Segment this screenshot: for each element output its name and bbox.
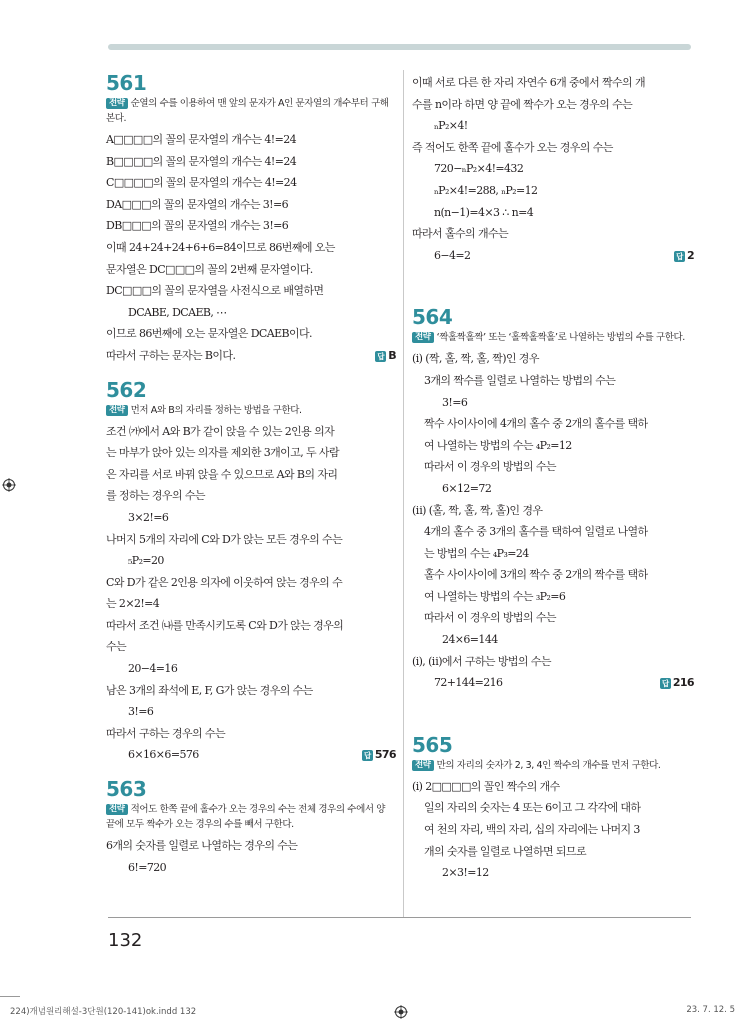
solution-line: 6개의 숫자를 일렬로 나열하는 경우의 수는	[106, 839, 298, 853]
solution-line: 72+144=216 답 216	[412, 672, 694, 694]
solution-line: 일의 자리의 숫자는 4 또는 6이고 그 각각에 대하	[424, 801, 641, 815]
solution-line: 따라서 구하는 문자는 B이다. 답 B	[106, 345, 396, 367]
solution-line: 6×12=72	[442, 481, 492, 495]
strategy-text: 전략 먼저 A와 B의 자리를 정하는 방법을 구한다.	[106, 403, 396, 418]
answer-badge: 답 576	[362, 744, 396, 766]
solution-line: 는 마부가 앉아 있는 의자를 제외한 3개이고, 두 사람	[106, 446, 339, 460]
solution-line: 여 천의 자리, 백의 자리, 십의 자리에는 나머지 3	[424, 823, 640, 837]
solution-line: 24×6=144	[442, 633, 498, 647]
solution-line: 6−4=2 답 2	[412, 245, 694, 267]
solution-line: 은 자리를 서로 바꿔 앉을 수 있으므로 A와 B의 자리	[106, 467, 338, 481]
left-column	[106, 72, 396, 890]
strategy-text: 전략 순열의 수를 이용하여 맨 앞의 문자가 A인 문자열의 개수부터 구해 본다.	[106, 98, 389, 124]
print-date: 23. 7. 12. 5	[686, 1005, 735, 1015]
solution-line: 따라서 홀수의 개수는	[412, 227, 509, 241]
footer-rule	[108, 917, 691, 918]
solution-line: 3!=6	[128, 705, 154, 719]
right-column	[412, 72, 694, 896]
header-bar	[108, 44, 691, 50]
solution-line: 여 나열하는 방법의 수는 ₃P₂=6	[424, 589, 566, 603]
solution-line: 수는	[106, 640, 127, 654]
problem-561	[106, 72, 396, 367]
solution-line: 는 방법의 수는 ₄P₃=24	[424, 546, 529, 560]
problem-number: 561	[106, 71, 147, 95]
problem-number: 565	[412, 732, 453, 757]
solution-line: 문자열은 DC□□□의 꼴의 2번째 문자열이다.	[106, 262, 313, 276]
solution-line: C□□□□의 꼴의 문자열의 개수는 4!=24	[106, 176, 297, 190]
solution-line: 4개의 홀수 중 3개의 홀수를 택하여 일렬로 나열하	[424, 525, 648, 539]
print-slug: 224)개념원리해설-3단원(120-141)ok.indd 132	[10, 1007, 197, 1017]
solution-line: B□□□□의 꼴의 문자열의 개수는 4!=24	[106, 154, 297, 168]
solution-line: (ⅰ) 2□□□□의 꼴인 짝수의 개수	[412, 779, 560, 793]
problem-564	[412, 306, 694, 694]
problem-562	[106, 379, 396, 767]
solution-line: n(n−1)=4×3 ∴ n=4	[434, 205, 534, 219]
solution-line: 6!=720	[128, 860, 167, 874]
strategy-badge: 전략	[412, 760, 434, 771]
answer-icon: 답	[660, 678, 671, 689]
solution-line: 수를 n이라 하면 양 끝에 짝수가 오는 경우의 수는	[412, 97, 633, 111]
solution-line: 이때 서로 다른 한 자리 자연수 6개 중에서 짝수의 개	[412, 76, 645, 89]
solution-line: 이때 24+24+24+6+6=84이므로 86번째에 오는	[106, 240, 335, 254]
solution-line: 즉 적어도 한쪽 끝에 홀수가 오는 경우의 수는	[412, 140, 613, 154]
page-number: 132	[108, 930, 143, 951]
solution-line: 3×2!=6	[128, 510, 169, 524]
solution-line: (ⅱ) (홀, 짝, 홀, 짝, 홀)인 경우	[412, 503, 543, 517]
strategy-badge: 전략	[106, 98, 128, 109]
solution-line: 여 나열하는 방법의 수는 ₄P₂=12	[424, 438, 572, 452]
crop-mark	[0, 996, 20, 997]
answer-badge: 답 216	[660, 672, 694, 694]
solution-line: ₅P₂=20	[128, 554, 164, 568]
solution-line: 따라서 이 경우의 방법의 수는	[424, 611, 556, 625]
answer-badge: 답 B	[375, 345, 396, 367]
problem-563	[106, 778, 396, 878]
solution-line: ₙP₂×4!=288, ₙP₂=12	[434, 183, 538, 197]
strategy-badge: 전략	[106, 804, 128, 815]
problem-number: 563	[106, 777, 147, 802]
solution-line: DA□□□의 꼴의 문자열의 개수는 3!=6	[106, 197, 289, 211]
solution-line: 이므로 86번째에 오는 문자열은 DCAEB이다.	[106, 327, 312, 341]
solution-line: 720−ₙP₂×4!=432	[434, 162, 524, 176]
solution-line: C와 D가 같은 2인용 의자에 이웃하여 앉는 경우의 수	[106, 575, 343, 589]
solution-line: (ⅰ) (짝, 홀, 짝, 홀, 짝)인 경우	[412, 352, 539, 366]
answer-icon: 답	[375, 351, 386, 362]
strategy-badge: 전략	[412, 332, 434, 343]
solution-line: DC□□□의 꼴의 문자열을 사전식으로 배열하면	[106, 284, 324, 298]
problem-563-continued	[412, 72, 694, 266]
solution-line: 3개의 짝수를 일렬로 나열하는 방법의 수는	[424, 373, 616, 387]
solution-line: 6×16×6=576 답 576	[106, 744, 396, 766]
strategy-text: 전략 ‘짝홀짝홀짝’ 또는 ‘홀짝홀짝홀’로 나열하는 방법의 수를 구한다.	[412, 330, 694, 345]
solution-line: DB□□□의 꼴의 문자열의 개수는 3!=6	[106, 219, 289, 233]
answer-badge: 답 2	[674, 245, 694, 267]
solution-line: 를 정하는 경우의 수는	[106, 489, 205, 503]
solution-line: 개의 숫자를 일렬로 나열하면 되므로	[424, 844, 586, 858]
solution-line: DCABE, DCAEB, ⋯	[128, 305, 227, 319]
solution-line: ₙP₂×4!	[434, 119, 468, 133]
strategy-badge: 전략	[106, 405, 128, 416]
solution-line: 2×3!=12	[442, 866, 489, 880]
solution-line: 남은 3개의 좌석에 E, F, G가 앉는 경우의 수는	[106, 683, 313, 697]
registration-mark-icon	[394, 1005, 408, 1019]
solution-line: A□□□□의 꼴의 문자열의 개수는 4!=24	[106, 133, 296, 146]
solution-line: 따라서 조건 ㈏를 만족시키도록 C와 D가 앉는 경우의	[106, 618, 344, 632]
solution-line: 는 2×2!=4	[106, 597, 160, 611]
problem-number: 564	[412, 305, 453, 330]
solution-line: 따라서 구하는 경우의 수는	[106, 726, 225, 740]
solution-line: (ⅰ), (ⅱ)에서 구하는 방법의 수는	[412, 654, 551, 668]
solution-line: 짝수 사이사이에 4개의 홀수 중 2개의 홀수를 택하	[424, 417, 648, 431]
solution-line: 나머지 5개의 자리에 C와 D가 앉는 모든 경우의 수는	[106, 532, 343, 546]
answer-icon: 답	[362, 750, 373, 761]
problem-565	[412, 734, 694, 884]
solution-line: 홀수 사이사이에 3개의 짝수 중 2개의 짝수를 택하	[424, 568, 648, 582]
solution-line: 따라서 이 경우의 방법의 수는	[424, 460, 556, 474]
registration-mark-icon	[2, 478, 16, 492]
strategy-text: 전략 만의 자리의 숫자가 2, 3, 4인 짝수의 개수를 먼저 구한다.	[412, 758, 694, 773]
answer-icon: 답	[674, 251, 685, 262]
strategy-text: 전략 적어도 한쪽 끝에 홀수가 오는 경우의 수는 전체 경우의 수에서 양 끝에 모두 짝수가 오는 경우의 수를 빼서 구한다.	[106, 804, 386, 831]
problem-number: 562	[106, 377, 147, 402]
solution-line: 조건 ㈎에서 A와 B가 같이 앉을 수 있는 2인용 의자	[106, 424, 335, 438]
solution-line: 20−4=16	[128, 662, 178, 676]
column-divider	[403, 70, 404, 918]
solution-line: 3!=6	[442, 395, 468, 409]
